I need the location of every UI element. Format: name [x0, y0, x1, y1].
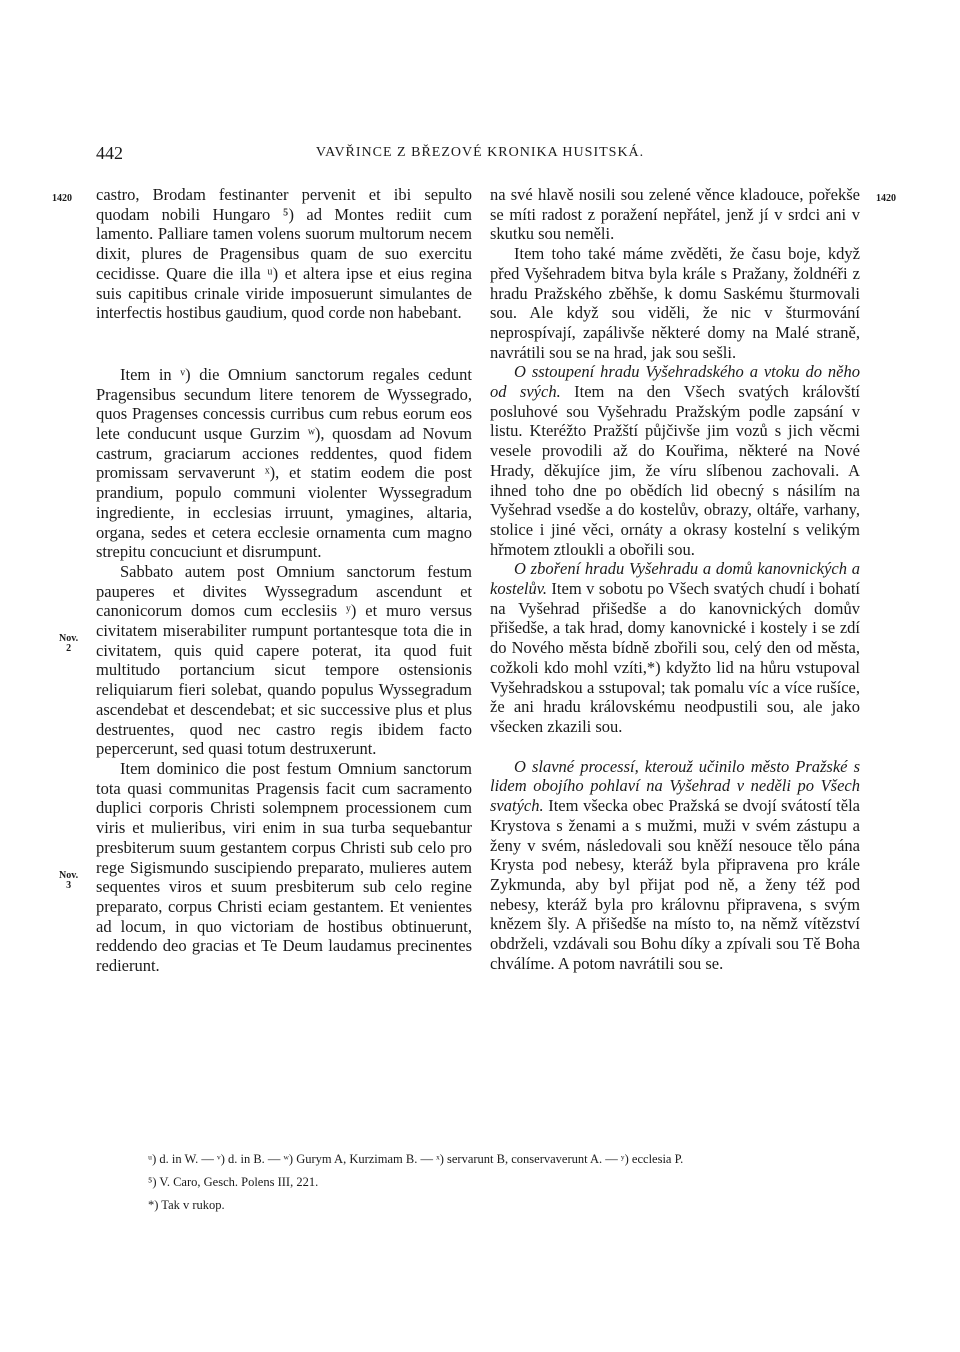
- year-margin-note-left: [52, 194, 72, 204]
- czech-section-1: [490, 362, 860, 559]
- czech-section-3: [490, 757, 860, 974]
- czech-section-2: [490, 559, 860, 736]
- date-margin-note-nov-3: [59, 871, 78, 891]
- date-month: Nov.: [59, 633, 79, 644]
- section-heading: O zboření hradu Vyšehradu a domů kanovnických a kostelův.: [490, 559, 860, 599]
- czech-paragraph-1: na své hlavě nosili sou zelené věnce kladouce, pořekše se míti radost z poražení nepřátel, jenž jí v srdci ani v skutku sou neměli.: [490, 185, 860, 244]
- year-label: 1420: [876, 193, 896, 204]
- date-margin-note-nov-2: [59, 634, 78, 654]
- footnote-variants: ᵘ) d. in W. — ᵛ) d. in B. — ʷ) Gurym A, Kurzimam B. — ˣ) servarunt B, conservaverunt A. — ʸ) ecclesia P.: [148, 1152, 684, 1166]
- section-heading: O slavné processí, kterouž učinilo město Pražské s lidem obojího pohlaví na Vyšehrad v neděli po Všech svatých.: [490, 756, 860, 816]
- running-title: VAVŘINCE Z BŘEZOVÉ KRONIKA HUSITSKÁ.: [315, 145, 645, 160]
- section-text: Item na den Všech svatých královští posluhové sou Vyšehradu Pražským podle zapsání v listu. Kteréžto Pražští půjčivše jim vozů s jich věcmi vesele provodili až do Kouřima, některé na Nové Hrady, děkujíce jim, že víru slíbenou zachovali. A ihned toho dne po obědích lid obecný s násilím na Vyšehrad vsedše a do kostelův, obrazy, oltáře, varhany, stolice i jiné věci, ornáty a okrasy kostelní s velikým hřmotem ztloukli a obořili sou.: [490, 382, 860, 559]
- date-day: 3: [66, 880, 72, 891]
- section-text: Item všecka obec Pražská se dvojí svátostí těla Krystova s ženami a s mužmi, muži v svém zástupu a ženy v svém, následovali sou kněží nesouce tělo pána Krysta pod nebesy, kteráž byla připravena pro krále Zykmunda, aby byl přijat pod ně, a ženy též pod nebesy, kteráž byla pro královnu připravena, s svým knězem šly. A přišedše na místo to, na němž vítězství obdrželi, vzdávali sou Bohu díky a zpívali sou Tě Boha chválíme. A potom navrátili sou se.: [490, 796, 860, 973]
- latin-paragraph-2: Item in ᵛ) die Omnium sanctorum regales cedunt Pragensibus secundum litere tenorem de Wyssegrado, quos Pragenses concessis curribus cum rebus eorum eos lete conducunt usque Gurzim ʷ), quosdam ad Novum castrum, graciarum acciones reddentes, quod fidem promissam servaverunt ˣ), et statim eodem die post prandium, populo communi violenter Wyssegradum ingrediente, in ecclesias irruunt, ymagines, altaria, organa, sedes et cetera ecclesie ornamenta cum magno strepitu concuciunt et disrumpunt.: [96, 364, 472, 562]
- latin-paragraph-4: Item dominico die post festum Omnium sanctorum tota quasi communitas Pragensis facit cum sacramento duplici corporis Christi solempnem processionem cum viris et mulieribus, viri enim in sua turba sequebantur presbiterum suum gestantem corpus Christi sub celo pro rege Sigismundo suscipiendo preparato, mulieres autem sequentes viros et suum presbiterum sub celo regine preparato, corpus Christi eciam gestantem. Et venientes ad locum, in quo victoriam de hostibus obtinuerunt, reddendo deo gracias et Te Deum laudamus precinentes redierunt.: [96, 758, 472, 976]
- date-month: Nov.: [59, 870, 79, 881]
- year-margin-note-right: [876, 194, 896, 204]
- section-heading: O sstoupení hradu Vyšehradského a vtoku do něho od svých.: [490, 362, 860, 402]
- running-head: [0, 143, 960, 163]
- latin-paragraph-1: castro, Brodam festinanter pervenit et ibi sepulto quodam nobili Hungaro ⁵) ad Montes rediit cum lamento. Palliare tamen volens suorum multorum necem dixit, plures de Pragensibus quam de suo exercitu cecidisse. Quare die illa ᵘ) et altera ipse et eius regina suis capitibus crinale viride imposuerunt simulantes de interfectis hostibus gaudium, quod corde non habebant.: [96, 185, 472, 323]
- czech-column: [490, 185, 860, 973]
- latin-paragraph-3: Sabbato autem post Omnium sanctorum festum pauperes et divites Wyssegradum ascendunt et canonicorum domos cum ecclesiis ʸ) et muro versus civitatem miserabiliter rumpunt portantesque tota die in civitatem, quis quid capere poterat, ita quod fuit multitudo portancium sicut tempore ostensionis reliquiarum fieri solebat, quando populus Wyssegradum ascendebat et descendebat; et sic successive plus et plus destruentes, quod nec castro regis ibidem facto pepercerunt, sed quasi totum destruxerunt.: [96, 561, 472, 759]
- year-label: 1420: [52, 193, 72, 204]
- latin-column: [96, 185, 472, 976]
- footnotes: [148, 1148, 868, 1217]
- date-day: 2: [66, 643, 72, 654]
- section-text: Item v sobotu po Všech svatých chudí i bohatí na Vyšehrad přišedše a do kanovnických domův přišedše, a tak hrad, domy kanovnické i kostely i se zdí do Nového města bídně zbořili sou, celý den od města, cožkoli kdo mohl vzíti,*) kdyžto lid na hůru vstupoval Vyšehradskou a sstupoval; tak pomalu víc a více rušíce, že ani hradu královskému neodpustili sou, ale jako všecken zkazili sou.: [490, 579, 860, 736]
- czech-paragraph-2: Item toho také máme zvěděti, že času boje, když před Vyšehradem bitva byla krále s Pražany, žoldnéři z hradu Pražského zběhše, k domu Saskému šturmovali sou. Ale když sou viděli, že nic v šturmování neprospívají, zapálivše některé domy na Malé straně, navrátili sou se na hrad, jak sou sešli.: [490, 244, 860, 362]
- footnote-reference: ⁵) V. Caro, Gesch. Polens III, 221.: [148, 1175, 319, 1189]
- page-number: 442: [96, 143, 123, 163]
- footnote-note: *) Tak v rukop.: [148, 1198, 225, 1212]
